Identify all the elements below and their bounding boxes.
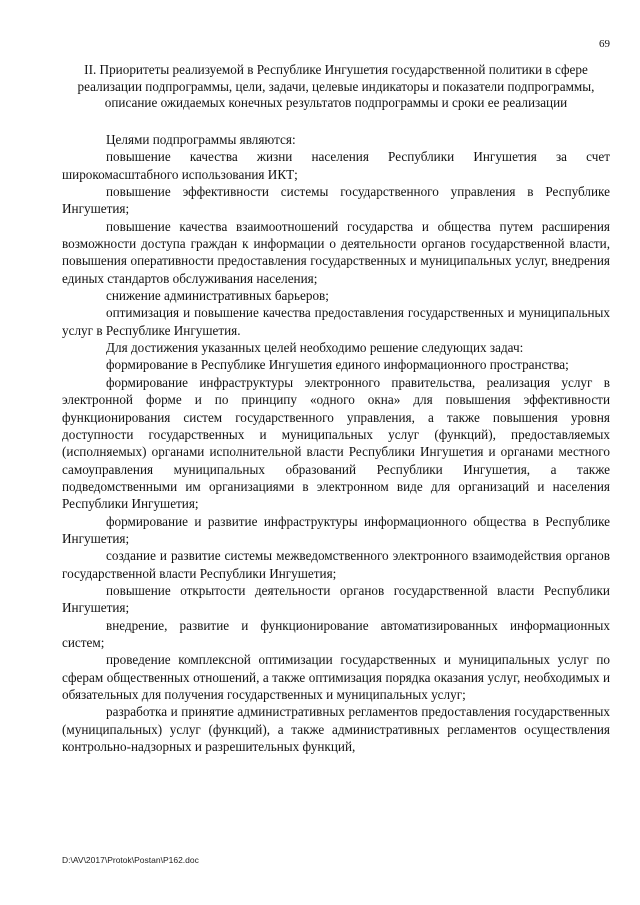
footer-file-path: D:\AV\2017\Protok\Postan\P162.doc	[62, 855, 199, 865]
paragraph-task-4: создание и развитие системы межведомственного электронного взаимодействия органов государственной власти Республики Ингушетия;	[62, 548, 610, 581]
paragraph-tasks-intro: Для достижения указанных целей необходимо решение следующих задач:	[106, 340, 524, 356]
page-number: 69	[599, 38, 610, 50]
paragraph-goals-intro: Целями подпрограммы являются:	[106, 132, 296, 147]
paragraph-goal-4: снижение административных барьеров;	[106, 288, 329, 304]
section-heading: II. Приоритеты реализуемой в Республике Ингушетия государственной политики в сфере реализации подпрограммы, цели, задачи, целевые индикаторы и показатели подпрограммы, описание ожидаемых конечных результатов подпрограммы и сроки ее реализации	[77, 62, 595, 111]
paragraph-goal-5: оптимизация и повышение качества предоставления государственных и муниципальных услуг в Республике Ингушетия.	[62, 305, 610, 338]
paragraph-task-2: формирование инфраструктуры электронного правительства, реализация услуг в электронной форме и по принципу «одного окна» для повышения эффективности функционирования систем государственного управления, а также повышения уровня доступности государственных и муниципальных услуг (функций), предоставляемых (исполняемых) органами исполнительной власти Республики Ингушетия и органами местного самоуправления муниципальных образований Республики Ингушетия, а также подведомственными им организациями в электронном виде для организаций и населения Республики Ингушетия;	[62, 374, 610, 512]
paragraph-task-6: внедрение, развитие и функционирование автоматизированных информационных систем;	[62, 617, 610, 650]
paragraph-goal-3: повышение качества взаимоотношений государства и общества путем расширения возможности доступа граждан к информации о деятельности органов государственной власти, повышения оперативности предоставления государственных и муниципальных услуг, внедрения единых стандартов обслуживания населения;	[62, 218, 610, 286]
body-text	[62, 131, 610, 755]
paragraph-task-8: разработка и принятие административных регламентов предоставления государственных (муниципальных) услуг (функций), а также административных регламентов осуществления контрольно-надзорных и разрешительных функций,	[62, 704, 610, 755]
paragraph-goal-1: повышение качества жизни населения Республики Ингушетия за счет широкомасштабного использования ИКТ;	[62, 149, 610, 182]
paragraph-task-7: проведение комплексной оптимизации государственных и муниципальных услуг по сферам общественных отношений, а также оптимизация порядка оказания услуг, необходимых и обязательных для получения государственных и муниципальных услуг;	[62, 652, 610, 702]
paragraph-task-5: повышение открытости деятельности органов государственной власти Республики Ингушетия;	[62, 582, 610, 616]
paragraph-task-1: формирование в Республике Ингушетия единого информационного пространства;	[106, 357, 569, 373]
paragraph-goal-2: повышение эффективности системы государственного управления в Республике Ингушетия;	[62, 184, 610, 217]
paragraph-task-3: формирование и развитие инфраструктуры информационного общества в Республике Ингушетия;	[62, 513, 610, 546]
